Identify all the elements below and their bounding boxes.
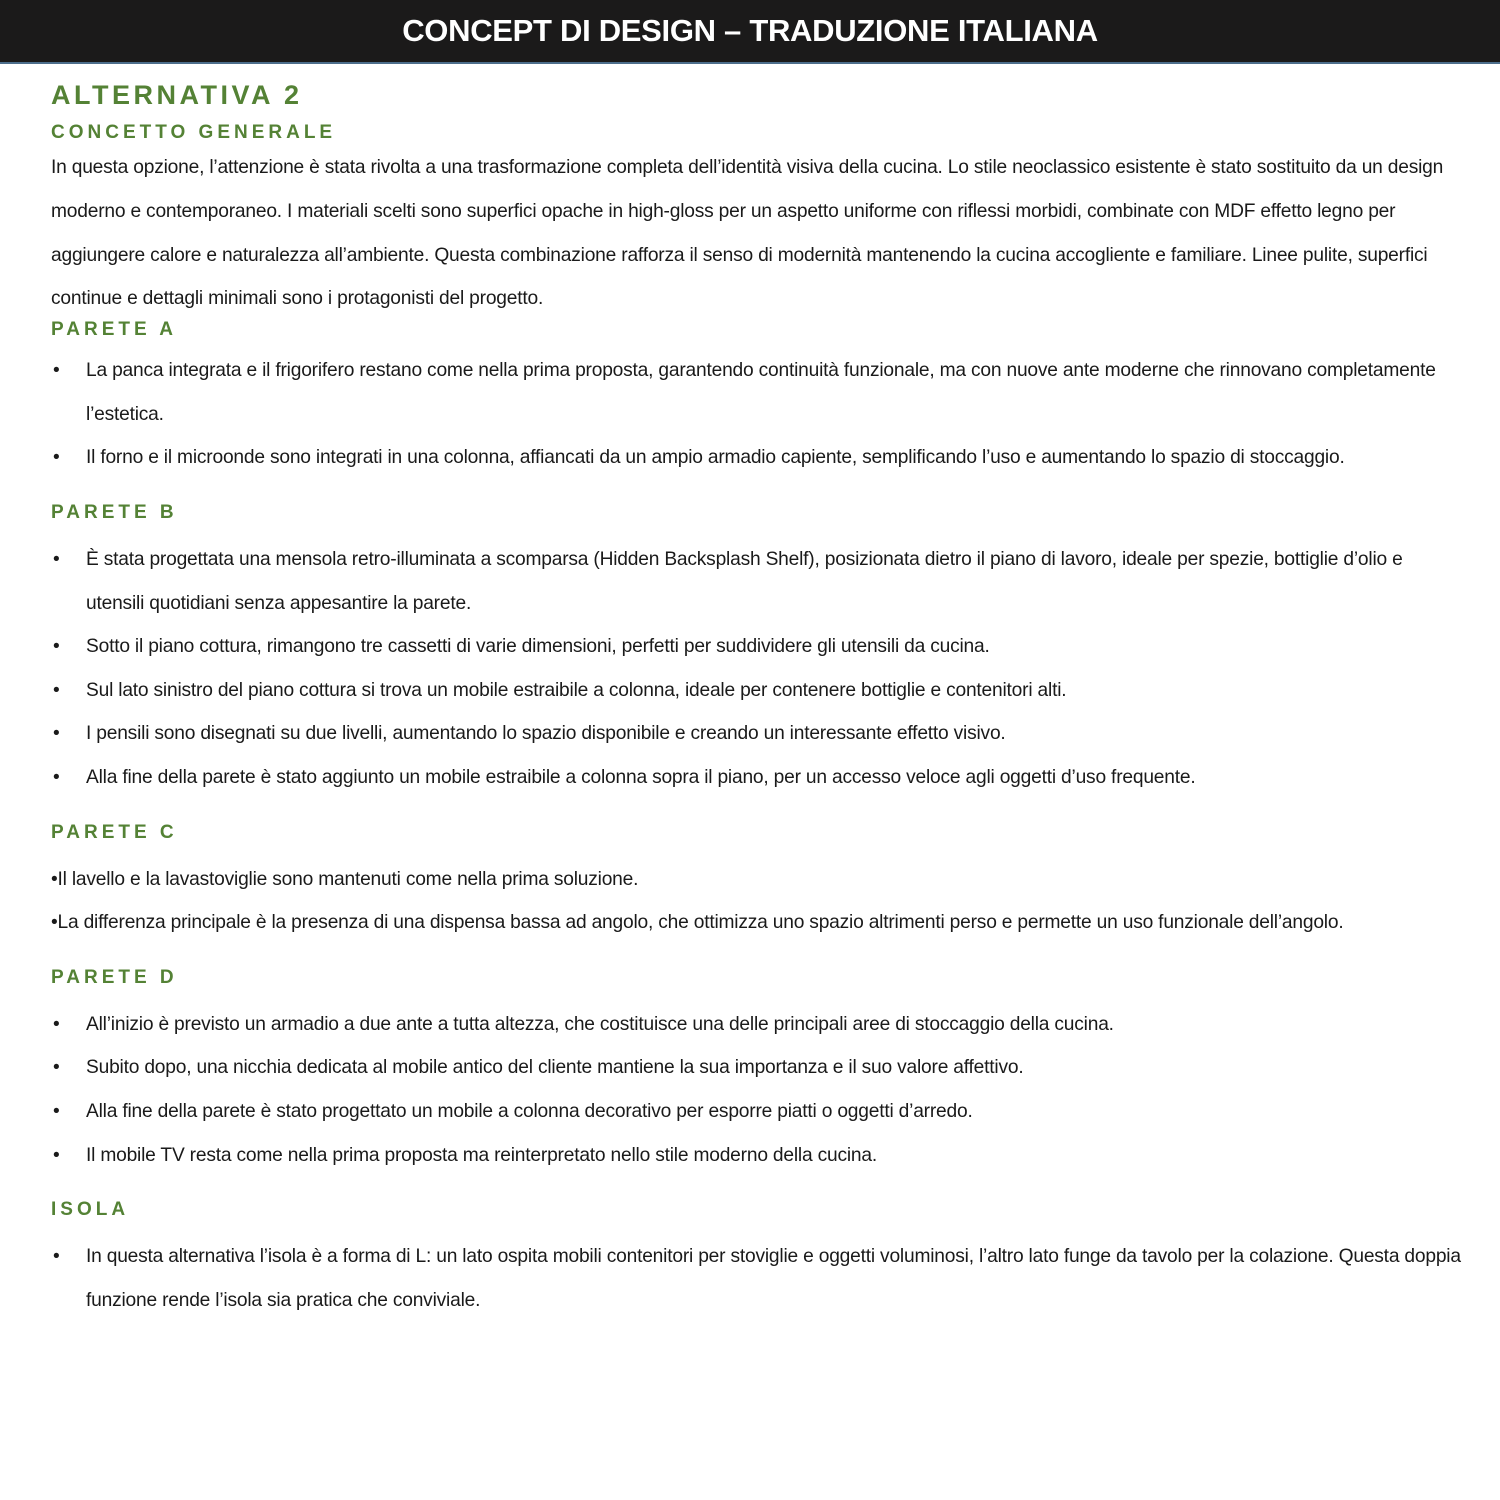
list-item: • Alla fine della parete è stato progettato un mobile a colonna decorativo per esporre piatti o oggetti d’arredo.: [51, 1090, 1461, 1134]
bullet-icon: •: [53, 548, 60, 570]
list-item: •La differenza principale è la presenza di una dispensa bassa ad angolo, che ottimizza uno spazio altrimenti perso e permette un uso funzionale dell’angolo.: [51, 912, 1344, 934]
list-item: • La panca integrata e il frigorifero restano come nella prima proposta, garantendo continuità funzionale, ma con nuove ante moderne che rinnovano completamente l’estetica.: [51, 349, 1461, 436]
list-item: • Subito dopo, una nicchia dedicata al mobile antico del cliente mantiene la sua importanza e il suo valore affettivo.: [51, 1046, 1461, 1090]
bullet-icon: •: [53, 360, 60, 382]
bullet-icon: •: [53, 766, 60, 788]
wall-c-list: [51, 858, 1461, 945]
bullet-icon: •: [53, 723, 60, 745]
list-item: • Sul lato sinistro del piano cottura si trova un mobile estraibile a colonna, ideale per contenere bottiglie e contenitori alti.: [51, 669, 1461, 713]
bullet-icon: •: [53, 679, 60, 701]
section-heading-island: ISOLA: [51, 1199, 130, 1221]
bullet-icon: •: [53, 1246, 60, 1268]
list-item: •Il lavello e la lavastoviglie sono mantenuti come nella prima soluzione.: [51, 868, 639, 890]
island-list: [51, 1235, 1461, 1322]
list-item: • Sotto il piano cottura, rimangono tre cassetti di varie dimensioni, perfetti per suddividere gli utensili da cucina.: [51, 625, 1461, 669]
title-bar: [0, 0, 1500, 64]
list-item: • All’inizio è previsto un armadio a due ante a tutta altezza, che costituisce una delle principali aree di stoccaggio della cucina.: [51, 1003, 1461, 1047]
bullet-icon: •: [53, 1057, 60, 1079]
bullet-icon: •: [53, 1100, 60, 1122]
list-item: • Il mobile TV resta come nella prima proposta ma reinterpretato nello stile moderno della cucina.: [51, 1134, 1461, 1178]
bullet-icon: •: [53, 447, 60, 469]
list-item: • In questa alternativa l’isola è a forma di L: un lato ospita mobili contenitori per stoviglie e oggetti voluminosi, l’altro lato funge da tavolo per la colazione. Questa doppia funzione rende l’isola sia pratica che conviviale.: [51, 1235, 1461, 1322]
wall-b-list: [51, 538, 1461, 800]
bullet-icon: •: [53, 1013, 60, 1035]
section-heading-general: CONCETTO GENERALE: [51, 122, 337, 143]
document-body: [51, 76, 1461, 1322]
section-heading-wall-c: PARETE C: [51, 821, 178, 843]
list-item: • Alla fine della parete è stato aggiunto un mobile estraibile a colonna sopra il piano, per un accesso veloce agli oggetti d’uso frequente.: [51, 756, 1461, 800]
bullet-icon: •: [53, 1144, 60, 1166]
section-heading-wall-d: PARETE D: [51, 966, 178, 988]
wall-a-list: [51, 349, 1461, 480]
bullet-icon: •: [53, 636, 60, 658]
wall-d-list: [51, 1003, 1461, 1177]
page-title: CONCEPT DI DESIGN – TRADUZIONE ITALIANA: [402, 13, 1098, 48]
list-item: • I pensili sono disegnati su due livelli, aumentando lo spazio disponibile e creando un interessante effetto visivo.: [51, 712, 1461, 756]
alternative-title: ALTERNATIVA 2: [51, 80, 303, 110]
list-item: • Il forno e il microonde sono integrati in una colonna, affiancati da un ampio armadio capiente, semplificando l’uso e aumentando lo spazio di stoccaggio.: [51, 436, 1461, 480]
general-concept-paragraph: In questa opzione, l’attenzione è stata rivolta a una trasformazione completa dell’identità visiva della cucina. Lo stile neoclassico esistente è stato sostituito da un design moderno e contemporaneo. I materiali scelti sono superfici opache in high-gloss per un aspetto uniforme con riflessi morbidi, combinate con MDF effetto legno per aggiungere calore e naturalezza all’ambiente. Questa combinazione rafforza il senso di modernità mantenendo la cucina accogliente e familiare. Linee pulite, superfici continue e dettagli minimali sono i protagonisti del progetto.: [51, 157, 1444, 310]
section-heading-wall-b: PARETE B: [51, 501, 178, 523]
section-heading-wall-a: PARETE A: [51, 319, 177, 341]
list-item: • È stata progettata una mensola retro-illuminata a scomparsa (Hidden Backsplash Shelf), posizionata dietro il piano di lavoro, ideale per spezie, bottiglie d’olio e utensili quotidiani senza appesantire la parete.: [51, 538, 1461, 625]
